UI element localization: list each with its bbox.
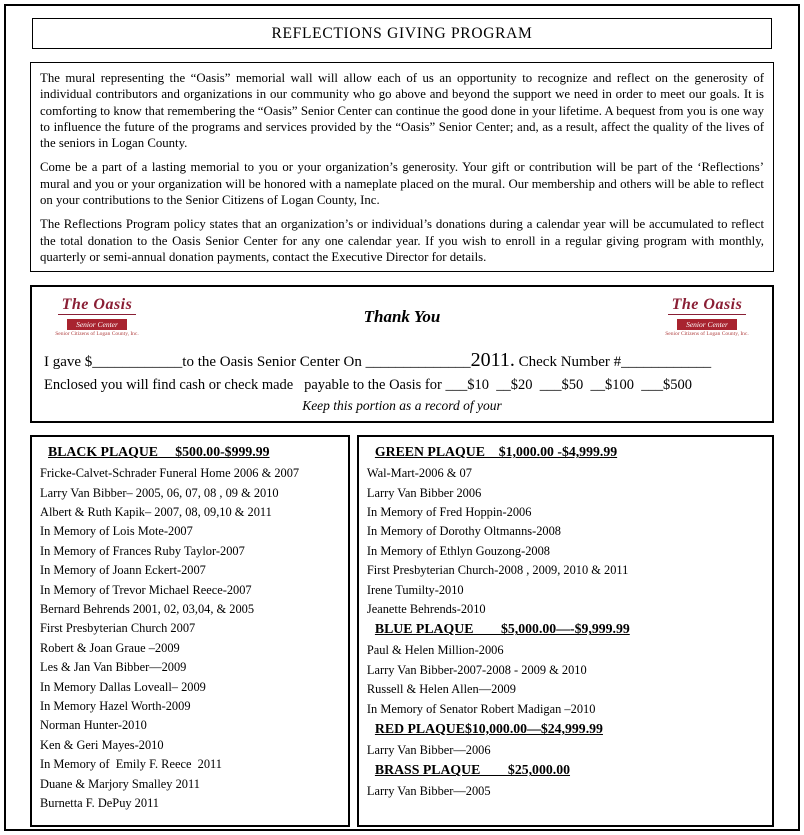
thank-you-header [44,291,760,343]
plaque-entry: Larry Van Bibber—2005 [366,784,491,799]
keep-portion-note: Keep this portion as a record of your [302,398,502,414]
plaque-entry: In Memory of Lois Mote-2007 [40,524,193,539]
plaque-entries [367,643,764,716]
plaque-entry: In Memory of Joann Eckert-2007 [40,563,206,578]
plaque-entry: Larry Van Bibber-2007-2008 - 2009 & 2010 [366,662,587,677]
plaque-entry: Ken & Geri Mayes-2010 [40,737,164,752]
plaque-entry: Wal-Mart-2006 & 07 [366,466,472,481]
plaque-entry: Fricke-Calvet-Schrader Funeral Home 2006 & 2007 [40,466,300,481]
plaque-entry: Irene Tumilty-2010 [366,582,464,597]
plaque-entry: Jeanette Behrends-2010 [366,602,486,616]
oasis-logo-wordmark: The Oasis [58,297,137,315]
document-page [4,4,800,831]
plaque-heading: BLACK PLAQUE $500.00-$999.99 [48,444,270,460]
plaque-entry: Bernard Behrends 2001, 02, 03,04, & 2005 [40,602,255,616]
plaque-entry: In Memory Dallas Loveall– 2009 [40,679,206,694]
plaque-column-left [30,435,350,827]
plaque-entry: In Memory of Ethlyn Gouzong-2008 [366,543,550,558]
plaque-entry: In Memory of Frances Ruby Taylor-2007 [40,543,245,558]
plaque-entry: Albert & Ruth Kapik– 2007, 08, 09,10 & 2011 [40,505,272,520]
intro-paragraph: The mural representing the “Oasis” memorial wall will allow each of us an opportunity to recognize and reflect on the generosity of individual contributors and organizations in our community who go above and beyond the support we need in order to meet our goals. It is comforting to know that remembering the “Oasis” Senior Center can continue the good done in your lifetime. A bequest from you is one way to influence the future of the programs and services provided by the “Oasis” Senior Center; and, as a result, affect the quality of the lives of the seniors in Logan County. [40,71,764,151]
document-title-box [32,18,772,49]
oasis-logo-tagline: Senior Citizens of Logan County, Inc. [55,331,139,338]
plaque-entry: Russell & Helen Allen—2009 [366,682,516,697]
plaque-entry: Paul & Helen Million-2006 [366,643,504,658]
thank-you-heading: Thank You [363,307,441,327]
plaque-lists [30,435,774,827]
plaque-entry: Robert & Joan Graue –2009 [40,640,180,655]
oasis-logo-wordmark: The Oasis [668,297,747,315]
oasis-logo-banner: Senior Center [67,319,127,330]
plaque-entries [40,466,340,810]
donation-line-text: I gave $____________to the Oasis Senior Center On ______________ [44,354,471,371]
oasis-logo-right [654,297,760,338]
plaque-entries [367,743,764,758]
plaque-entry: In Memory Hazel Worth-2009 [40,698,191,713]
oasis-logo-banner: Senior Center [677,319,737,330]
plaque-entry: Duane & Marjory Smalley 2011 [40,776,200,791]
plaque-entry: First Presbyterian Church-2008 , 2009, 2010 & 2011 [366,563,629,578]
plaque-heading: GREEN PLAQUE $1,000.00 -$4,999.99 [374,444,618,460]
plaque-entry: First Presbyterian Church 2007 [40,621,196,636]
check-number-text: Check Number #____________ [514,354,712,371]
plaque-entry: In Memory of Emily F. Reece 2011 [40,757,222,772]
plaque-entry: Norman Hunter-2010 [40,718,147,733]
enclosed-amount-line: Enclosed you will find cash or check made payable to the Oasis for ___$10 __$20 ___$50 __$100 ___$500 [44,377,692,394]
plaque-entry: Larry Van Bibber 2006 [366,485,482,500]
plaque-entry: In Memory of Fred Hoppin-2006 [366,505,532,520]
plaque-section [367,721,764,758]
plaque-entry: Burnetta F. DePuy 2011 [40,795,160,810]
intro-section [30,62,774,272]
plaque-heading: BRASS PLAQUE $25,000.00 [374,762,571,778]
plaque-entries [367,784,764,799]
plaque-heading: RED PLAQUE$10,000.00—$24,999.99 [374,720,603,736]
donation-year: 2011. [470,349,515,372]
plaque-entry: In Memory of Dorothy Oltmanns-2008 [366,524,561,539]
thank-you-section [30,285,774,423]
plaque-heading: BLUE PLAQUE $5,000.00—-$9,999.99 [374,621,630,637]
donation-fill-in-line [44,349,760,372]
intro-paragraph: The Reflections Program policy states that an organization’s or individual’s donations during a calendar year will be accumulated to reflect the total donation to the Oasis Senior Center for any one calendar year. If you wish to enroll in a regular giving program with monthly, quarterly or semi-annual donation payments, contact the Executive Director for details. [40,217,764,264]
plaque-entry: In Memory of Senator Robert Madigan –2010 [366,701,596,716]
plaque-entry: In Memory of Trevor Michael Reece-2007 [40,582,252,597]
oasis-logo-tagline: Senior Citizens of Logan County, Inc. [665,331,749,338]
document-title: REFLECTIONS GIVING PROGRAM [271,24,533,42]
plaque-entry: Larry Van Bibber—2006 [366,742,491,757]
plaque-section [367,621,764,716]
plaque-entries [367,466,764,617]
plaque-column-right [357,435,774,827]
plaque-entry: Les & Jan Van Bibber—2009 [40,660,187,675]
plaque-entry: Larry Van Bibber– 2005, 06, 07, 08 , 09 & 2010 [40,485,279,500]
plaque-section [367,444,764,617]
plaque-section [367,762,764,799]
oasis-logo-left [44,297,150,338]
intro-paragraph: Come be a part of a lasting memorial to you or your organization’s generosity. Your gift or contribution will be part of the ‘Reflections’ mural and you or your organization will be honored with a nameplate placed on the mural. Our membership and others will be able to reflect on your contributions to the Senior Citizens of Logan County, Inc. [40,160,764,208]
plaque-section [40,444,340,810]
